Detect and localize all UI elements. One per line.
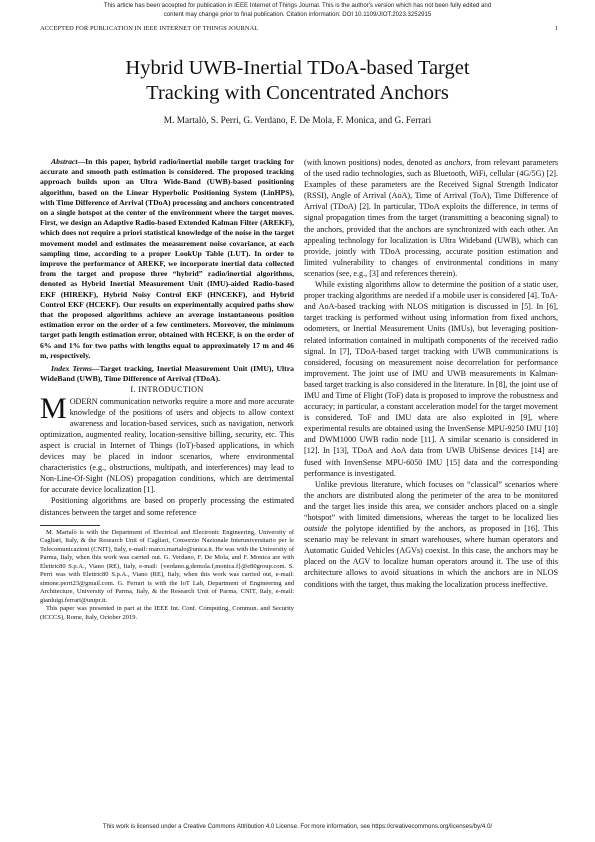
index-terms-text: —Target tracking, Inertial Measurement Unit (IMU), Ultra WideBand (UWB), Time Difference of Arrival (TDoA). (40, 364, 294, 384)
journal-name: ACCEPTED FOR PUBLICATION IN IEEE INTERNET OF THINGS JOURNAL (40, 25, 259, 32)
license-notice: This work is licensed under a Creative Commons Attribution 4.0 License. For more information, see https://creativecommons.org/licenses/by/4.0/ (102, 823, 493, 830)
intro-paragraph-3: While existing algorithms allow to determine the position of a static user, proper tracking algorithms are needed if a mobile user is considered [4]. ToA- and AoA-based tracking with NLOS mitigation is discussed in [5]. In [6], target tracking is performed without using information from fixed anchors, odometers, or Inertial Measurement Units (IMUs), but leveraging position-related information contained in multipath components of the received radio signal. In [7], TDoA-based target tracking with UWB communications is considered, focusing on measurement noise decorrelation for performance improvement. The joint use of IMU and UWB measurements in Kalman-based target tracking is also considered in the literature. In [8], the joint use of IMU and Time of Flight (ToF) data is proposed to improve the robustness and accuracy; in particular, a constant acceleration model for the target movement is considered. ToF and IMU data are also exploited in [9], where experimental results are obtained using the InvenSense MPU-9250 IMU [10] and DWM1000 UWB radio node [11]. A similar scenario is considered in [12]. In [13], TDoA and AoA data from UWB UbiSense devices [14] are fused with InvenSense MPU-6050 IMU [15] data and the corresponding performance is investigated. (304, 280, 558, 478)
abstract (40, 157, 294, 361)
paragraph-2-cont-text-a: (with known positions) nodes, denoted as (304, 158, 445, 167)
first-word-rest: ODERN (69, 396, 98, 406)
footnote-conference: This paper was presented in part at the IEEE Int. Conf. Computing, Commun. and Security (ICCCS), Rome, Italy, October 2019. (40, 605, 294, 621)
page-number: 1 (554, 25, 558, 32)
drop-cap: M (40, 391, 67, 425)
abstract-text: —In this paper, hybrid radio/inertial mobile target tracking for accurate and smooth path estimation is considered. The proposed tracking approach builds upon an Ultra Wide-Band (UWB)-based positioning algorithm, based on the Linear Hyperbolic Positioning System (LinHPS), with Time Difference of Arrival (TDoA) processing and anchors concentrated on a single hotspot at the center of the environment where the target moves. First, we design an Adaptive Radio-based Extended Kalman Filter (AREKF), which does not require a priori statistical knowledge of the noise in the target movement model and estimates the measurement noise covariance, at each sampling time, according to a proper LookUp Table (LUT). In order to improve the performance of AREKF, we incorporate inertial data collected from the target and propose three “hybrid” radio/inertial algorithms, denoted as Hybrid Inertial Measurement Unit (IMU)-aided Radio-based EKF (HIREKF), Hybrid Noisy Control EKF (HNCEKF), and Hybrid Control EKF (HCEKF). Our results on experimentally acquired paths show that the proposed algorithms achieve an average instantaneous position estimation error on the order of a few centimeters. Moreover, the minimum target path length estimation error, obtained with HCEKF, is on the order of 6% and 1% for two paths with lengths equal to approximately 17 m and 46 m, respectively. (40, 157, 294, 360)
paragraph-4-text-a: Unlike previous literature, which focuses on “classical” scenarios where the anchors are distributed along the perimeter of the area to be monitored and the target lies inside this area, we consider anchors placed on a single “hotspot” with limited dimensions, whereas the target to be localized lies (304, 479, 558, 522)
publication-notice (100, 1, 495, 19)
notice-line-2: content may change prior to final publication. Citation information: DOI 10.1109/JIOT.2023.3252915 (163, 11, 432, 18)
anchors-emphasis: anchors (444, 158, 471, 167)
intro-paragraph-2-cont (304, 157, 558, 279)
abstract-label: Abstract (51, 157, 78, 166)
intro-paragraph-1-text: communication networks require a more and more accurate knowledge of the positions of users and objects to allow context awareness and location-based services, such as navigation, network optimization, augmented reality, location-sensitive billing, security, etc. This aspect is crucial in Internet of Things (IoT)-based applications, in which devices may be placed in indoor scenarios, where environmental characteristics (e.g., obstructions, multipath, and interferences) may lead to Non-Line-Of-Sight (NLOS) propagation conditions, which are detrimental for accurate device localization [1]. (40, 396, 294, 495)
intro-paragraph-4 (304, 479, 558, 590)
left-column (40, 157, 294, 622)
paper-title (60, 56, 535, 106)
intro-paragraph-2-start: Positioning algorithms are based on properly processing the estimated distances between the target and some reference (40, 496, 294, 517)
index-terms-label: Index Terms (51, 364, 92, 374)
running-head (40, 25, 558, 35)
paragraph-2-cont-text-b: , from relevant parameters of the used radio technologies, such as Bluetooth, WiFi, cellular (4G/5G) [2]. Examples of these parameters are the Received Signal Strength Indicator (RSSI), Angle of Arrival (AoA), Time of Arrival (ToA), Time Difference of Arrival (TDoA) [2]. In particular, TDoA exploits the difference, in terms of signal propagation times from the target (transmitting a beaconing signal) to the anchors, provided that the anchors are synchronized with each other. An appealing technology for localization is Ultra Wideband (UWB), which can provide, jointly with TDoA processing, accurate position estimation and limited vulnerability to changes of environmental conditions in many scenarios (see, e.g., [3] and references therein). (304, 158, 558, 278)
right-column (304, 157, 558, 590)
section-heading-introduction: I. INTRODUCTION (130, 385, 204, 395)
intro-paragraph-1 (40, 391, 294, 496)
footnote-rule (40, 525, 100, 526)
outside-emphasis: outside (304, 524, 328, 534)
footnote-affiliations: M. Martalò is with the Department of Electrical and Electronic Engineering, University of Cagliari, Italy, & the Research Unit of Cagliari, Consorzio Nazionale Interuniversitario per le Telecomunicazioni (CNIT), Italy, e-mail: marco.martalo@unica.it. He was with the University of Parma, Italy, when this work was carried out. G. Verdano, F. De Mola, and F. Monica are with Elettric80 S.p.A., Viano (RE), Italy, e-mail: {verdano.g,demola.f,monica.f}@e80group.com. S. Perri was with Elettric80 S.p.A., Viano (RE), Italy, when this work was carried out, e-mail: simone.perri23@gmail.com. G. Ferrari is with the IoT Lab, Department of Engineering and Architecture, University of Parma, Italy, & the Research Unit of Parma, CNIT, Italy, e-mail: gianluigi.ferrari@unipr.it. (40, 528, 294, 604)
author-list: M. Martalò, S. Perri, G. Verdano, F. De Mola, F. Monica, and G. Ferrari (163, 116, 432, 126)
paragraph-4-text-b: the polytope identified by the anchors, as proposed in [16]. This scenario may be relevant in smart warehouses, where human operators and Automatic Guided Vehicles (AGVs) coexist. In this case, the anchors may be placed on the AGV to localize human operators around it. The use of this architecture allows to avoid situations in which the anchors are in NLOS conditions with the target, thus making the localization process ineffective. (304, 524, 558, 589)
title-line-1: Hybrid UWB-Inertial TDoA-based Target (125, 57, 470, 79)
index-terms (40, 364, 294, 384)
title-line-2: Tracking with Concentrated Anchors (146, 82, 449, 104)
notice-line-1: This article has been accepted for publication in IEEE Internet of Things Journal. This is the author's version which has not been fully edited and (103, 2, 492, 9)
